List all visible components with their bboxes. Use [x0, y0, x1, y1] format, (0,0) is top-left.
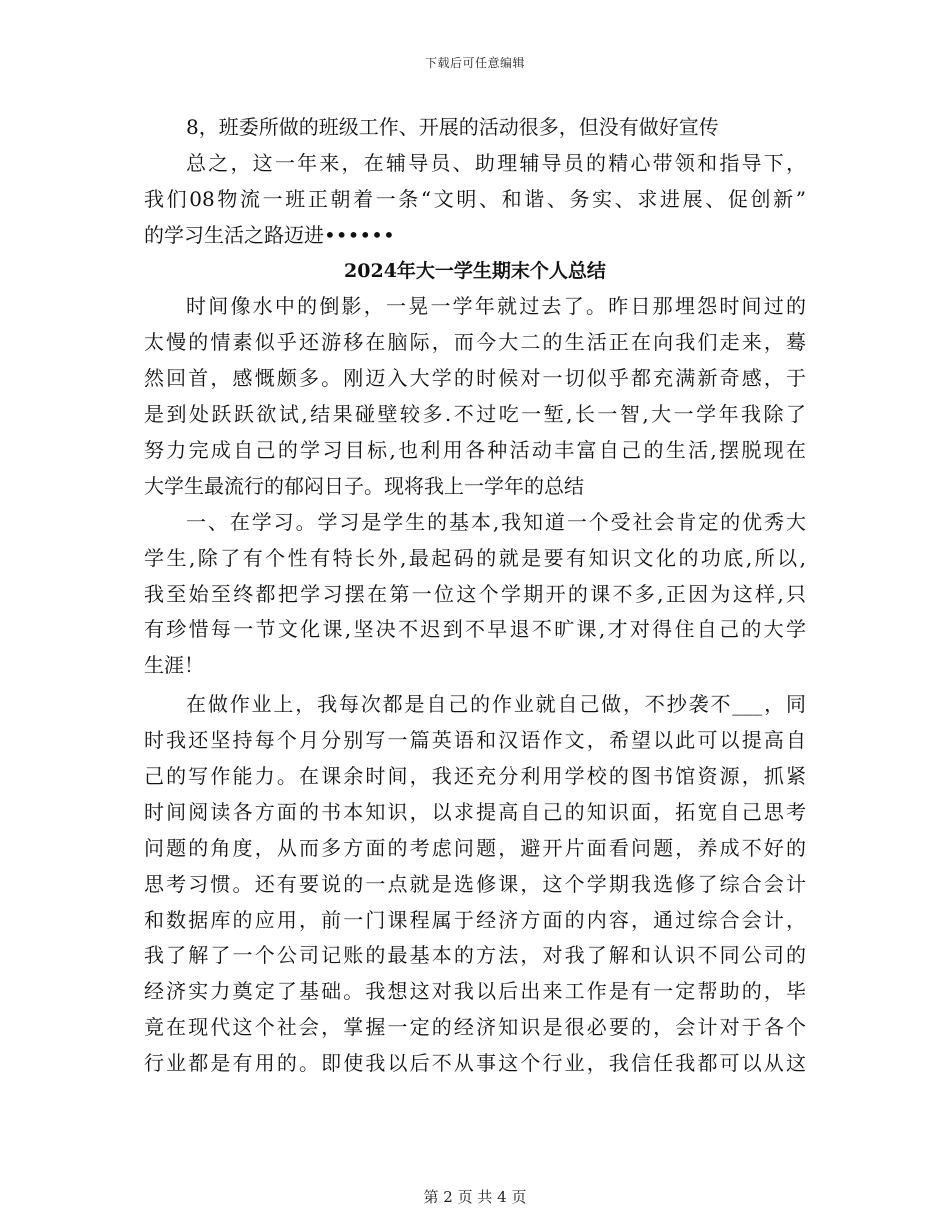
- text-line: 是到处跃跃欲试,结果碰壁较多.不过吃一堑,长一智,大一学年我除了: [144, 402, 806, 427]
- text-line: 经济实力奠定了基础。我想这对我以后出来工作是有一定帮助的，毕: [144, 979, 806, 1004]
- text-line: 我了解了一个公司记账的最基本的方法，对我了解和认识不同公司的: [144, 943, 806, 968]
- text-line: 己的写作能力。在课余时间，我还充分利用学校的图书馆资源，抓紧: [144, 764, 806, 789]
- text-line: 大学生最流行的郁闷日子。现将我上一学年的总结: [144, 473, 584, 498]
- text-line: 问题的角度，从而多方面的考虑问题，避开片面看问题，养成不好的: [144, 835, 806, 860]
- text-line: 的学习生活之路迈进••••••: [144, 222, 395, 247]
- text-line: 时我还坚持每个月分别写一篇英语和汉语作文，希望以此可以提高自: [144, 728, 806, 753]
- text-line: 时间阅读各方面的书本知识，以求提高自己的知识面，拓宽自己思考: [144, 799, 806, 824]
- text-line: 竟在现代这个社会，掌握一定的经济知识是很必要的，会计对于各个: [144, 1015, 806, 1040]
- text-line: 太慢的情素似乎还游移在脑际，而今大二的生活正在向我们走来，蓦: [144, 330, 806, 355]
- text-line: 学生,除了有个性有特长外,最起码的就是要有知识文化的功底,所以,: [144, 545, 806, 570]
- text-line: 一、在学习。学习是学生的基本,我知道一个受社会肯定的优秀大: [186, 509, 806, 534]
- text-line: 时间像水中的倒影，一晃一学年就过去了。昨日那埋怨时间过的: [186, 294, 806, 319]
- text-line: 生涯！: [144, 653, 204, 678]
- text-line: 思考习惯。还有要说的一点就是选修课，这个学期我选修了综合会计: [144, 871, 806, 896]
- text-line: 努力完成自己的学习目标,也利用各种活动丰富自己的生活,摆脱现在: [144, 438, 806, 463]
- text-line: 总之，这一年来，在辅导员、助理辅导员的精心带领和指导下，: [186, 150, 806, 175]
- text-line: 我至始至终都把学习摆在第一位这个学期开的课不多,正因为这样,只: [144, 581, 806, 606]
- text-line: 有珍惜每一节文化课,坚决不迟到不早退不旷课,才对得住自己的大学: [144, 617, 806, 642]
- text-line: 我们08物流一班正朝着一条“文明、和谐、务实、求进展、促创新”: [144, 186, 806, 211]
- text-line: 和数据库的应用，前一门课程属于经济方面的内容，通过综合会计，: [144, 907, 806, 932]
- text-line: 行业都是有用的。即使我以后不从事这个行业，我信任我都可以从这: [144, 1051, 806, 1076]
- section-title: 2024年大一学生期末个人总结: [344, 259, 606, 282]
- document-body: [144, 110, 806, 1082]
- page-header: 下载后可任意编辑: [424, 56, 525, 70]
- text-line: 在做作业上，我每次都是自己的作业就自己做，不抄袭不___，同: [186, 692, 806, 717]
- page-footer: 第 2 页 共 4 页: [423, 1188, 527, 1206]
- text-line: 然回首，感慨颇多。刚迈入大学的时候对一切似乎都充满新奇感，于: [144, 366, 806, 391]
- text-line: 8，班委所做的班级工作、开展的活动很多，但没有做好宣传: [186, 115, 719, 139]
